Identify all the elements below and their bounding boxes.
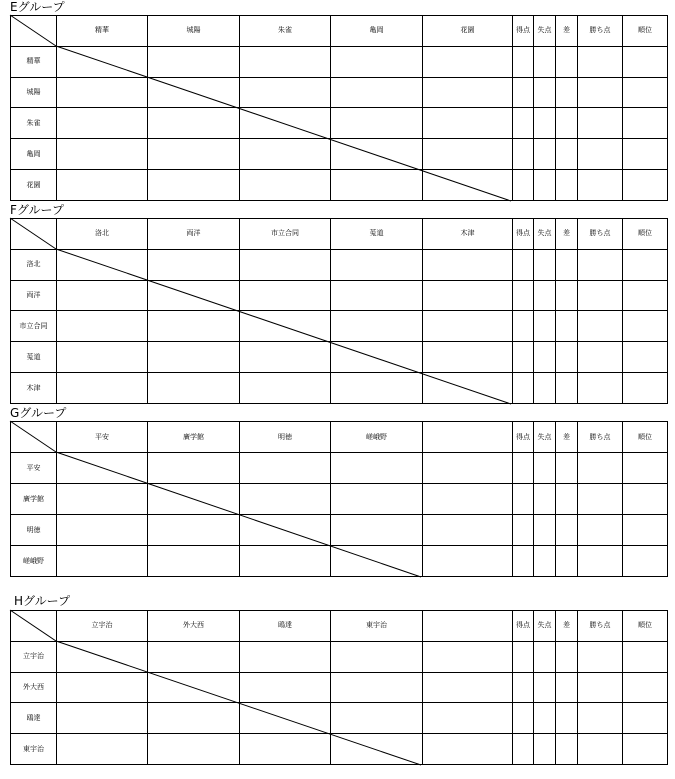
table-row bbox=[11, 280, 668, 311]
table-row bbox=[11, 373, 668, 404]
rank-header: 順位 bbox=[623, 611, 668, 642]
column-team-header: 両洋 bbox=[148, 219, 240, 250]
group-h-title: Hグループ bbox=[14, 594, 71, 608]
row-team-label: 木津 bbox=[11, 373, 57, 404]
corner-cell bbox=[11, 422, 57, 453]
group-e-header-row bbox=[11, 16, 668, 47]
group-g-header-row bbox=[11, 422, 668, 453]
row-team-label: 立宇治 bbox=[11, 641, 57, 672]
row-team-label: 市立合同 bbox=[11, 311, 57, 342]
table-row bbox=[11, 342, 668, 373]
group-h-table bbox=[10, 610, 668, 765]
goals-for-header: 得点 bbox=[513, 422, 534, 453]
goals-against-header: 失点 bbox=[534, 219, 556, 250]
points-header: 勝ち点 bbox=[578, 16, 623, 47]
column-team-header: 外大西 bbox=[148, 611, 240, 642]
group-g-table bbox=[10, 421, 668, 577]
rank-header: 順位 bbox=[623, 422, 668, 453]
group-e-title: Eグループ bbox=[10, 0, 65, 14]
row-team-label: 花園 bbox=[11, 170, 57, 201]
column-team-header: 東宇治 bbox=[331, 611, 423, 642]
row-team-label: 平安 bbox=[11, 453, 57, 484]
corner-cell bbox=[11, 219, 57, 250]
group-f-title: Fグループ bbox=[10, 203, 64, 217]
row-team-label: 廣学館 bbox=[11, 484, 57, 515]
table-row bbox=[11, 46, 668, 77]
table-row bbox=[11, 108, 668, 139]
table-row bbox=[11, 170, 668, 201]
goals-for-header: 得点 bbox=[513, 16, 534, 47]
column-team-header: 莵道 bbox=[331, 219, 423, 250]
group-f-table bbox=[10, 218, 668, 404]
table-row bbox=[11, 484, 668, 515]
rank-header: 順位 bbox=[623, 16, 668, 47]
table-row bbox=[11, 249, 668, 280]
goal-diff-header: 差 bbox=[556, 219, 578, 250]
goals-for-header: 得点 bbox=[513, 219, 534, 250]
column-team-header: 花園 bbox=[423, 16, 513, 47]
goals-against-header: 失点 bbox=[534, 611, 556, 642]
row-team-label: 精華 bbox=[11, 46, 57, 77]
points-header: 勝ち点 bbox=[578, 611, 623, 642]
rank-header: 順位 bbox=[623, 219, 668, 250]
group-e-table bbox=[10, 15, 668, 201]
row-team-label: 鴎達 bbox=[11, 703, 57, 734]
column-team-header: 明徳 bbox=[240, 422, 331, 453]
row-team-label: 莵道 bbox=[11, 342, 57, 373]
group-g-title: Gグループ bbox=[10, 406, 67, 420]
corner-cell bbox=[11, 16, 57, 47]
column-team-header: 精華 bbox=[57, 16, 148, 47]
row-team-label: 洛北 bbox=[11, 249, 57, 280]
table-row bbox=[11, 139, 668, 170]
goal-diff-header: 差 bbox=[556, 611, 578, 642]
goals-against-header: 失点 bbox=[534, 16, 556, 47]
row-team-label: 朱雀 bbox=[11, 108, 57, 139]
goal-diff-header: 差 bbox=[556, 422, 578, 453]
column-team-header: 立宇治 bbox=[57, 611, 148, 642]
points-header: 勝ち点 bbox=[578, 422, 623, 453]
column-team-header: 朱雀 bbox=[240, 16, 331, 47]
table-row bbox=[11, 734, 668, 765]
column-team-header: 平安 bbox=[57, 422, 148, 453]
table-row bbox=[11, 77, 668, 108]
table-row bbox=[11, 641, 668, 672]
row-team-label: 東宇治 bbox=[11, 734, 57, 765]
column-team-header: 市立合同 bbox=[240, 219, 331, 250]
empty-column-header bbox=[423, 422, 513, 453]
group-h-header-row bbox=[11, 611, 668, 642]
row-team-label: 城陽 bbox=[11, 77, 57, 108]
row-team-label: 明徳 bbox=[11, 515, 57, 546]
points-header: 勝ち点 bbox=[578, 219, 623, 250]
row-team-label: 外大西 bbox=[11, 672, 57, 703]
column-team-header: 洛北 bbox=[57, 219, 148, 250]
corner-cell bbox=[11, 611, 57, 642]
empty-column-header bbox=[423, 611, 513, 642]
table-row bbox=[11, 453, 668, 484]
column-team-header: 城陽 bbox=[148, 16, 240, 47]
table-row bbox=[11, 672, 668, 703]
column-team-header: 嵯峨野 bbox=[331, 422, 423, 453]
row-team-label: 両洋 bbox=[11, 280, 57, 311]
column-team-header: 木津 bbox=[423, 219, 513, 250]
table-row bbox=[11, 703, 668, 734]
table-row bbox=[11, 515, 668, 546]
column-team-header: 亀岡 bbox=[331, 16, 423, 47]
column-team-header: 廣学館 bbox=[148, 422, 240, 453]
column-team-header: 鴎達 bbox=[240, 611, 331, 642]
goal-diff-header: 差 bbox=[556, 16, 578, 47]
row-team-label: 亀岡 bbox=[11, 139, 57, 170]
goals-against-header: 失点 bbox=[534, 422, 556, 453]
table-row bbox=[11, 311, 668, 342]
goals-for-header: 得点 bbox=[513, 611, 534, 642]
row-team-label: 嵯峨野 bbox=[11, 546, 57, 577]
group-f-header-row bbox=[11, 219, 668, 250]
table-row bbox=[11, 546, 668, 577]
